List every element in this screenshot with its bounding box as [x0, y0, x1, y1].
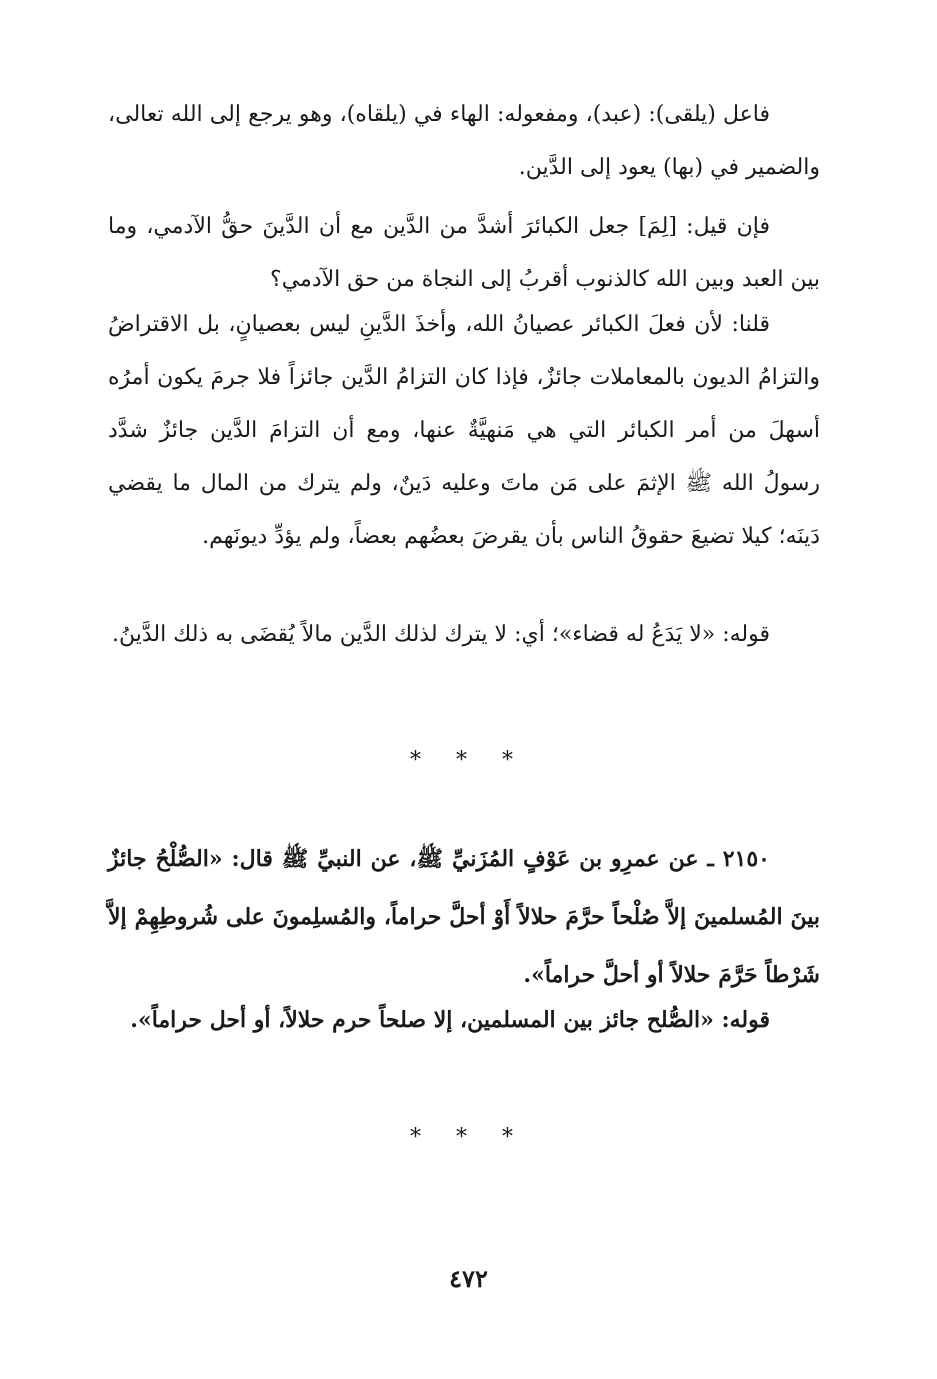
paragraph-text: قلنا: لأن فعلَ الكبائر عصيانُ الله، وأخذَ الدَّينِ ليس بعصيانٍ، بل الاقتراضُ والتزامُ الديون بالمعاملات جائزٌ، فإذا كان التزامُ الدَّين جائزاً فلا جرمَ يكون أمرُه أسهلَ من أمر الكبائر التي هي مَنهيَّةٌ عنها، ومع أن التزامَ الدَّين جائزٌ شدَّد رسولُ الله ﷺ الإثمَ على مَن ماتَ وعليه دَينٌ، ولم يترك من المال ما يقضي دَينَه؛ كيلا تضيعَ حقوقُ الناس بأن يقرضَ بعضُهم بعضاً، ولم يؤدِّ ديونَهم. — [108, 312, 820, 549]
hadith-2150 — [108, 830, 820, 1004]
paragraph-text: قوله: «الصُّلح جائز بين المسلمين، إلا صلحاً حرم حلالاً، أو أحل حراماً». — [130, 1007, 770, 1033]
paragraph-text: قوله: «لا يَدَعُ له قضاء»؛ أي: لا يترك لذلك الدَّين مالاً يُقضَى به ذلك الدَّينُ. — [111, 622, 770, 647]
paragraph-answer — [108, 298, 820, 563]
paragraph-text: فاعل (يلقى): (عبد)، ومفعوله: الهاء في (يلقاه)، وهو يرجع إلى الله تعالى، والضمير في (بها) يعود إلى الدَّين. — [108, 102, 820, 180]
hadith-text: ٢١٥٠ ـ عن عمرِو بن عَوْفٍ المُزَنيِّ ﷺ، عن النبيِّ ﷺ قال: «الصُّلْحُ جائزٌ بينَ المُسلمينَ إلاَّ صُلْحاً حرَّمَ حلالاً أَوْ أحلَّ حراماً، والمُسلِمونَ على شُروطِهِمْ إلاَّ شَرْطاً حَرَّمَ حلالاً أو أحلَّ حراماً». — [108, 846, 820, 988]
paragraph-question — [108, 200, 820, 306]
paragraph-grammar-note — [108, 88, 820, 194]
paragraph-commentary-debt — [108, 608, 820, 661]
section-separator: * * * — [410, 1125, 527, 1150]
paragraph-text: فإن قيل: [لِمَ] جعل الكبائرَ أشدَّ من الدَّين مع أن الدَّينَ حقُّ الآدمي، وما بين العبد وبين الله كالذنوب أقربُ إلى النجاة من حق الآدمي؟ — [108, 214, 820, 292]
section-separator: * * * — [410, 748, 527, 773]
page-number: ٤٧٢ — [449, 1264, 488, 1293]
paragraph-commentary-sulh — [108, 992, 820, 1048]
